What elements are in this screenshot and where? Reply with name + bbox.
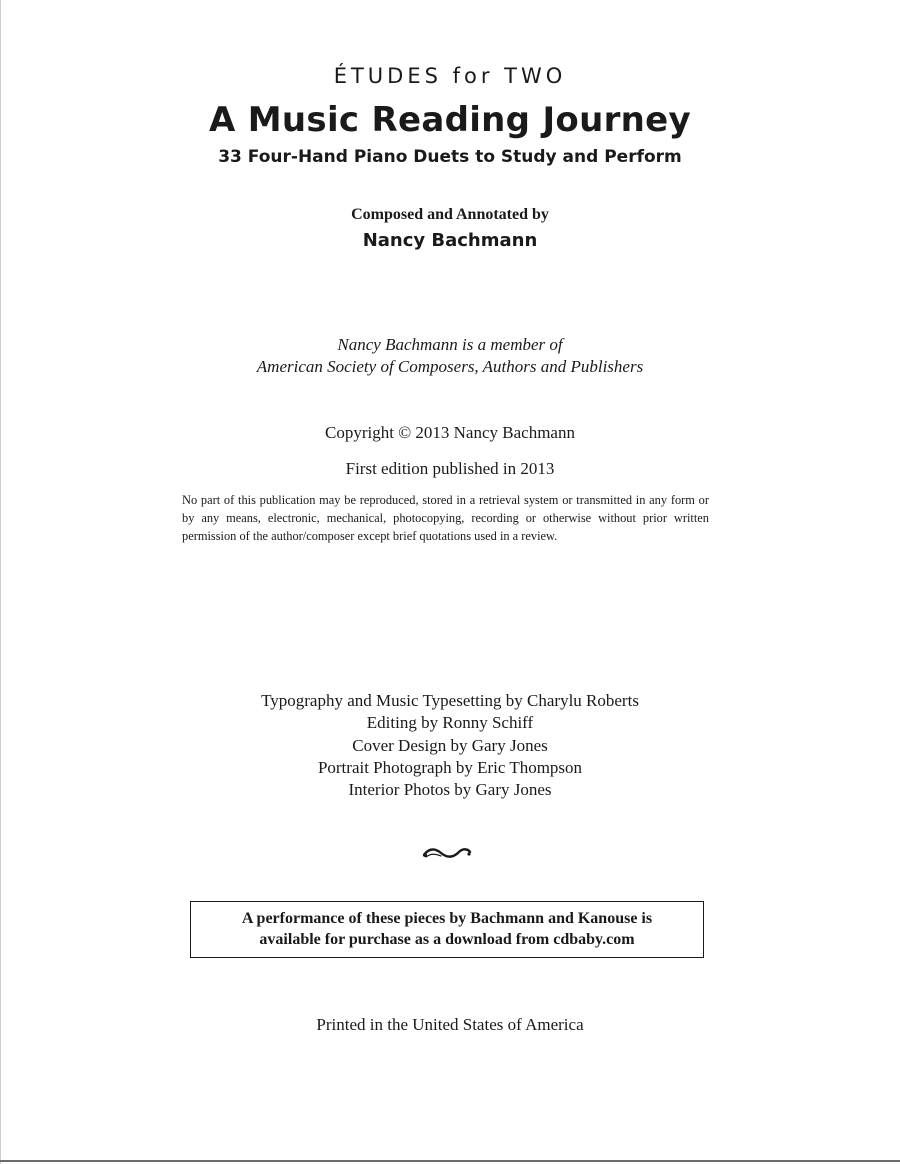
edition-notice: First edition published in 2013: [345, 459, 555, 478]
notice-line-1: A performance of these pieces by Bachmann and Kanouse is: [241, 910, 653, 927]
page-edge: [0, 0, 1, 1164]
bottom-border: [0, 1160, 900, 1162]
printed-in: Printed in the United States of America: [316, 1015, 584, 1034]
copyright-notice: Copyright © 2013 Nancy Bachmann: [325, 423, 575, 442]
series-title: ÉTUDES for TWO: [333, 64, 567, 88]
credit-line: Editing by Ronny Schiff: [366, 713, 534, 733]
rights-statement: No part of this publication may be reproduced, stored in a retrieval system or transmitted in any form or by any means, electronic, mechanical, photocopying, recording or otherwise without prior written permission of the author/composer except brief quotations used in a review.: [182, 493, 709, 543]
flourish-icon: [421, 843, 473, 863]
credit-line: Interior Photos by Gary Jones: [348, 780, 552, 800]
book-title: A Music Reading Journey: [209, 100, 691, 140]
credit-line: Cover Design by Gary Jones: [352, 735, 548, 755]
membership-line-1: Nancy Bachmann is a member of: [337, 335, 563, 354]
production-credits: [0, 690, 900, 801]
composed-label: Composed and Annotated by: [351, 206, 549, 223]
credit-line: Portrait Photograph by Eric Thompson: [317, 757, 583, 777]
membership-line-2: American Society of Composers, Authors and Publishers: [256, 357, 644, 376]
credit-line: Typography and Music Typesetting by Charylu Roberts: [261, 691, 639, 710]
recording-notice-box: [190, 901, 704, 958]
book-subtitle: 33 Four-Hand Piano Duets to Study and Perform: [218, 147, 682, 167]
composer-name: Nancy Bachmann: [362, 230, 538, 251]
notice-line-2: available for purchase as a download from cdbaby.com: [259, 931, 635, 948]
